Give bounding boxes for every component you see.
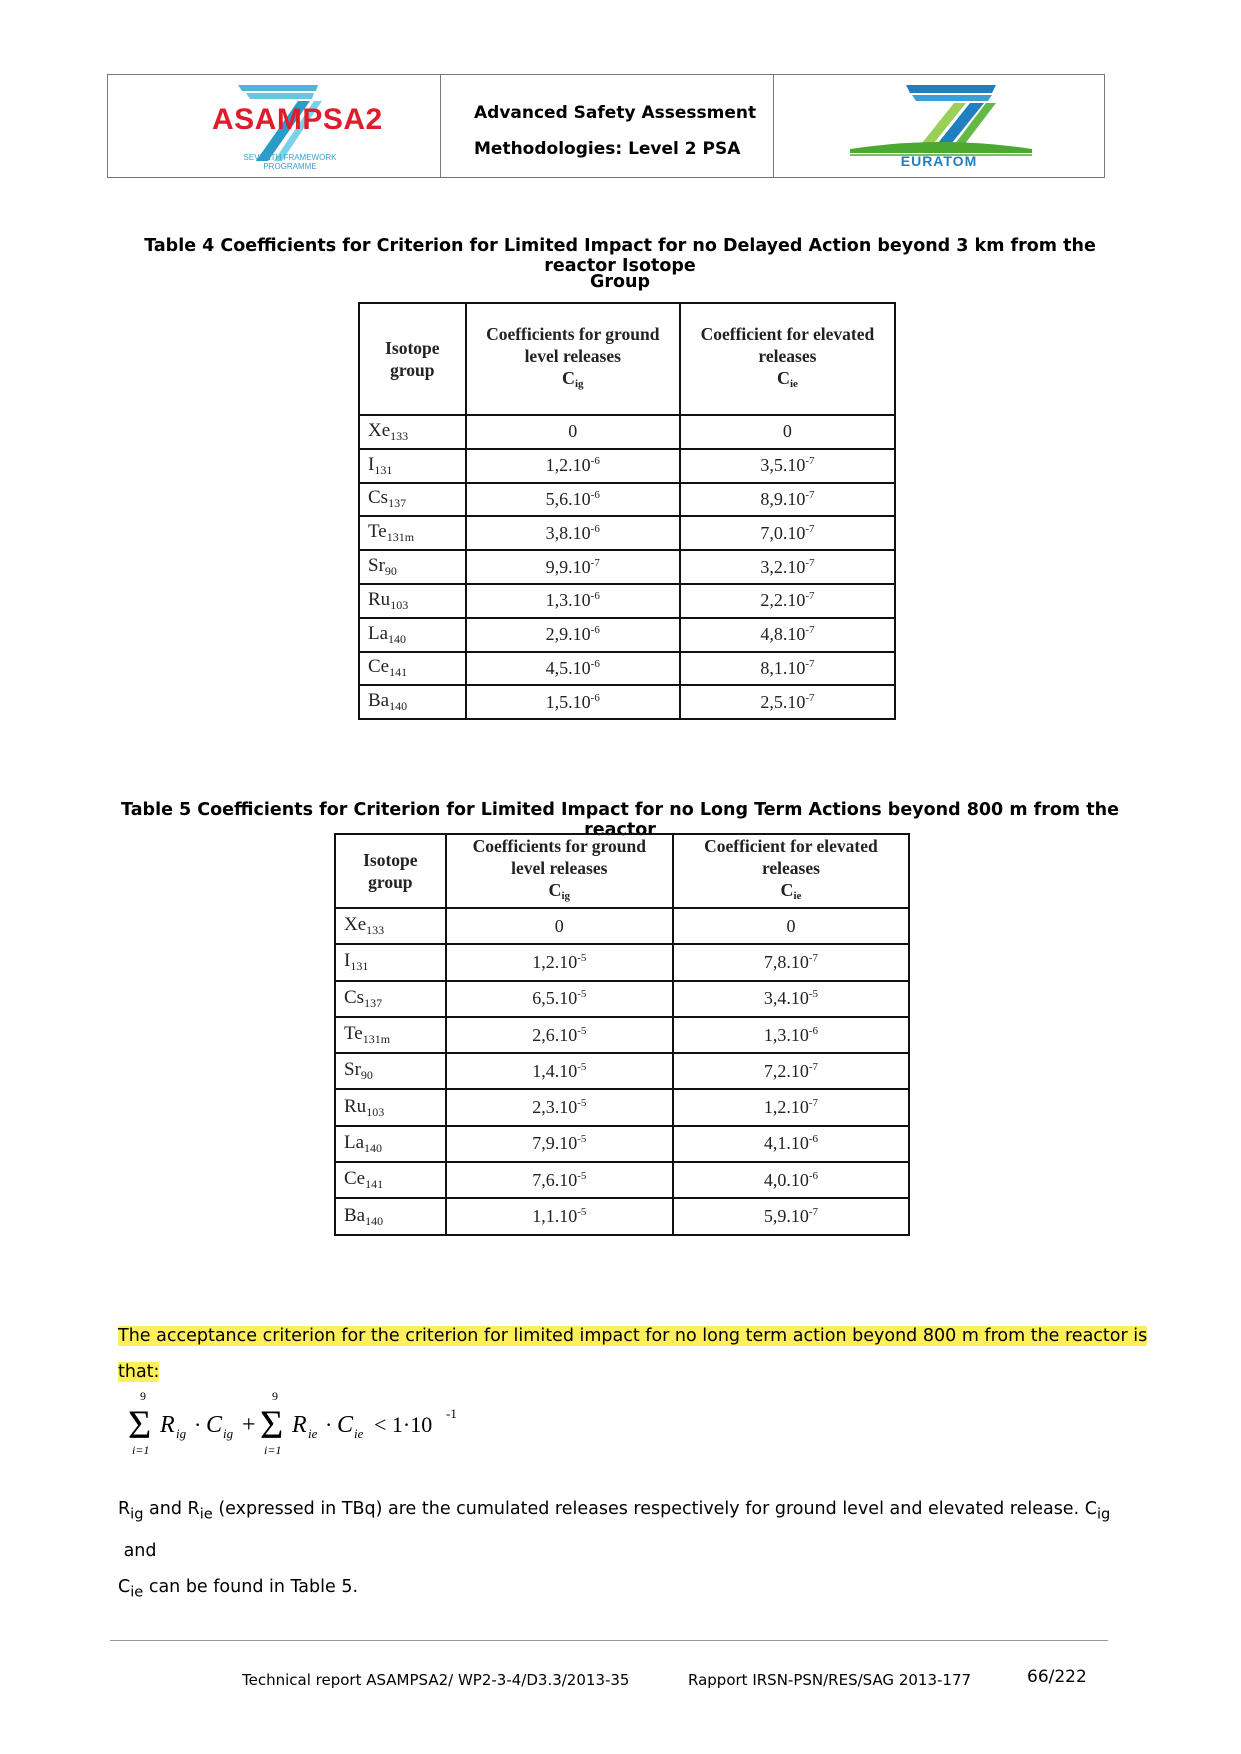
cig-cell [446, 1053, 673, 1089]
isotope-mass: 133 [366, 923, 385, 938]
isotope-cell [359, 483, 466, 517]
footer-page-number: 66/222 [1027, 1667, 1087, 1687]
cig-value: 7,6.10 [532, 1169, 578, 1190]
cie-exponent: -7 [805, 488, 815, 501]
table4-header-elevated [680, 303, 895, 415]
table-row [359, 483, 895, 517]
cie-cell [673, 908, 909, 944]
text: and [118, 1540, 157, 1561]
table-row [359, 516, 895, 550]
cie-value: 2,2.10 [760, 590, 806, 611]
isotope-cell [359, 584, 466, 618]
table-row [359, 584, 895, 618]
isotope-mass: 141 [365, 1177, 384, 1192]
cig-exponent: -6 [590, 455, 600, 468]
criterion-paragraph [118, 1318, 1147, 1390]
isotope-mass: 137 [388, 496, 407, 511]
table-row [335, 1126, 909, 1162]
cie-cell [680, 483, 895, 517]
cig-cell [466, 449, 680, 483]
table-row [335, 1089, 909, 1125]
table5-caption: Table 5 Coefficients for Criterion for Limited Impact for no Long Term Actions beyond 800 m from the reactor [121, 800, 1119, 840]
cig-cell [446, 1162, 673, 1198]
cie-value: 1,3.10 [763, 1024, 809, 1045]
cie-exponent: -7 [805, 522, 815, 535]
isotope-mass: 137 [364, 995, 383, 1010]
cig-value: 1,5.10 [545, 691, 591, 712]
cig-cell [466, 685, 680, 719]
isotope-name: Xe [344, 914, 367, 936]
cie-exponent: -7 [808, 1206, 819, 1219]
isotope-name: Ru [344, 1095, 367, 1117]
isotope-mass: 141 [389, 665, 408, 680]
table-row [359, 449, 895, 483]
table-row [335, 1053, 909, 1089]
footer-divider [110, 1640, 1108, 1641]
sub: ie [130, 1583, 144, 1600]
text: R [187, 1499, 200, 1519]
isotope-cell [335, 1053, 446, 1089]
cig-exponent: -6 [590, 657, 600, 670]
cig-exponent: -6 [590, 590, 600, 603]
isotope-cell [335, 944, 446, 980]
cig-value: 9,9.10 [545, 556, 591, 577]
text: and [143, 1499, 188, 1519]
cie-cell [680, 550, 895, 584]
cig-exponent: -5 [577, 1169, 587, 1182]
criterion-line1 [118, 1318, 1147, 1354]
header-logo-cell [108, 75, 441, 177]
symbol: C [548, 880, 562, 900]
isotope-cell [359, 516, 466, 550]
symbol: C [780, 880, 794, 900]
cig-exponent: -7 [590, 556, 600, 569]
isotope-cell [359, 618, 466, 652]
header-symbol [674, 879, 908, 907]
cie-cell [673, 1053, 909, 1089]
criterion-text: The acceptance criterion for the criterion for limited impact for no long term action beyond 800 m from the reactor is [118, 1326, 1148, 1346]
cie-value: 4,1.10 [763, 1133, 809, 1154]
cig-value: 1,2.10 [545, 455, 591, 476]
isotope-name: Ce [344, 1168, 366, 1190]
isotope-name: La [344, 1131, 365, 1153]
isotope-mass: 131 [374, 462, 393, 477]
isotope-name: Ce [368, 656, 390, 678]
cig-value: 2,6.10 [532, 1024, 578, 1045]
isotope-mass: 140 [389, 699, 408, 714]
cig-cell [466, 618, 680, 652]
definition-line2 [118, 1569, 1128, 1611]
cie-exponent: -7 [805, 556, 815, 569]
cie-exponent: -5 [808, 988, 819, 1001]
cie-value: 3,5.10 [760, 455, 806, 476]
cig-value: 0 [568, 421, 578, 442]
cig-cell [466, 516, 680, 550]
term2-c: C [337, 1412, 354, 1438]
header-text: releases [758, 346, 817, 366]
definition-line1 [118, 1491, 1128, 1569]
table4-header-ground [466, 303, 680, 415]
symbol-sub: ig [574, 378, 584, 390]
isotope-name: I [344, 950, 351, 972]
table4-caption [110, 236, 1130, 276]
isotope-mass: 90 [360, 1068, 373, 1083]
table-row [335, 944, 909, 980]
term1-c: C [206, 1412, 223, 1438]
cig-exponent: -5 [577, 1060, 587, 1073]
cig-value: 2,9.10 [545, 624, 591, 645]
table5-header-isotope [335, 834, 446, 908]
table-row [359, 550, 895, 584]
cig-exponent: -6 [590, 488, 600, 501]
euratom-wordmark: EURATOM [900, 153, 978, 169]
text: C [1084, 1499, 1097, 1519]
header-title-cell [441, 75, 774, 177]
isotope-cell [335, 1126, 446, 1162]
header-text: Isotope [363, 850, 418, 870]
table4-header-isotope [359, 303, 466, 415]
header-title-line2: Methodologies: Level 2 PSA [474, 139, 741, 159]
term1-c-sub: ig [223, 1426, 234, 1441]
cig-value: 1,1.10 [532, 1206, 578, 1227]
cig-cell [446, 1198, 673, 1234]
cig-value: 6,5.10 [532, 988, 578, 1009]
isotope-name: Sr [368, 555, 385, 577]
header-symbol [681, 367, 894, 395]
cig-exponent: -5 [577, 1206, 587, 1219]
cie-cell [680, 449, 895, 483]
header-text: Coefficients for ground [472, 836, 646, 856]
header-text: Coefficient for elevated [704, 836, 878, 856]
criterion-line2 [118, 1354, 1147, 1390]
cie-exponent: -7 [805, 455, 815, 468]
sub: ig [1096, 1505, 1111, 1523]
sum1-upper: 9 [140, 1389, 146, 1403]
isotope-name: Cs [368, 487, 389, 509]
plus-sign: + [242, 1412, 256, 1438]
cig-cell [446, 1126, 673, 1162]
cie-cell [673, 944, 909, 980]
cie-value: 2,5.10 [760, 691, 806, 712]
isotope-mass: 103 [366, 1104, 385, 1119]
cig-value: 0 [554, 915, 564, 936]
sum2-upper: 9 [272, 1389, 278, 1403]
criterion-text: that: [118, 1362, 160, 1382]
isotope-cell [335, 981, 446, 1017]
cig-exponent: -5 [577, 1133, 587, 1146]
table-row [335, 1162, 909, 1198]
logo-subtitle-line2: PROGRAMME [263, 162, 317, 171]
cie-exponent: -7 [805, 590, 815, 603]
cie-cell [673, 1126, 909, 1162]
cie-value: 4,8.10 [760, 624, 806, 645]
cie-value: 3,2.10 [760, 556, 806, 577]
table4 [358, 302, 896, 720]
cie-exponent: -7 [808, 951, 819, 964]
cie-value: 8,1.10 [760, 657, 806, 678]
sum1-lower: i=1 [132, 1443, 150, 1457]
cig-cell [466, 550, 680, 584]
cig-exponent: -6 [590, 522, 600, 535]
cie-cell [680, 685, 895, 719]
cig-cell [446, 1089, 673, 1125]
cig-cell [466, 415, 680, 449]
term2-r-sub: ie [308, 1426, 318, 1441]
cig-exponent: -5 [577, 988, 587, 1001]
isotope-mass: 140 [388, 631, 407, 646]
cie-value: 3,4.10 [763, 988, 809, 1009]
header-text: releases [761, 858, 820, 878]
isotope-name: Xe [368, 419, 391, 441]
isotope-name: I [368, 453, 375, 475]
isotope-cell [335, 1162, 446, 1198]
cie-value: 1,2.10 [763, 1097, 809, 1118]
cie-cell [680, 618, 895, 652]
rhs: < 1·10 [374, 1412, 433, 1437]
isotope-cell [335, 908, 446, 944]
cie-exponent: -7 [805, 657, 815, 670]
isotope-cell [359, 685, 466, 719]
isotope-cell [359, 550, 466, 584]
header-text: group [368, 872, 413, 892]
footer-rapport-id: Rapport IRSN-PSN/RES/SAG 2013-177 [688, 1671, 972, 1689]
cie-cell [673, 981, 909, 1017]
sub: ig [130, 1505, 144, 1523]
table-row [335, 1017, 909, 1053]
header-symbol [467, 367, 679, 395]
cie-cell [673, 1162, 909, 1198]
header-text: Isotope [385, 338, 440, 358]
symbol: C [776, 368, 790, 388]
cig-cell [446, 944, 673, 980]
table-row [359, 652, 895, 686]
text: C [118, 1576, 131, 1597]
cie-cell [673, 1198, 909, 1234]
cig-cell [466, 483, 680, 517]
isotope-cell [359, 652, 466, 686]
isotope-mass: 90 [384, 564, 397, 579]
table-row [359, 618, 895, 652]
cie-cell [673, 1089, 909, 1125]
table5-header-row [335, 834, 909, 908]
isotope-name: Ba [368, 690, 390, 712]
cie-exponent: -7 [808, 1097, 819, 1110]
cie-value: 7,0.10 [760, 522, 806, 543]
isotope-name: Te [368, 521, 387, 543]
dot1: · [194, 1412, 202, 1437]
cie-cell [680, 652, 895, 686]
header-text: group [390, 360, 435, 380]
cie-value: 0 [782, 421, 792, 442]
isotope-mass: 131m [362, 1032, 391, 1047]
isotope-name: La [368, 622, 389, 644]
cie-exponent: -6 [808, 1024, 819, 1037]
table-row [335, 1198, 909, 1234]
cig-exponent: -5 [577, 1097, 587, 1110]
table4-caption-line1: Table 4 Coefficients for Criterion for Limited Impact for no Delayed Action beyond 3 km from the reactor Isotope [144, 236, 1096, 276]
text: R [118, 1499, 131, 1519]
cig-cell [446, 1017, 673, 1053]
logo-subtitle-line1: SEVENTH FRAMEWORK [243, 153, 337, 162]
cie-value: 4,0.10 [763, 1169, 809, 1190]
cie-exponent: -7 [805, 624, 815, 637]
dot2: · [325, 1412, 333, 1437]
header-text: level releases [511, 858, 608, 878]
table-row [359, 685, 895, 719]
header-euratom-cell [774, 75, 1104, 177]
sub: ie [199, 1505, 213, 1523]
cie-cell [673, 1017, 909, 1053]
table-row [359, 415, 895, 449]
isotope-name: Ba [344, 1204, 366, 1226]
cig-cell [466, 584, 680, 618]
isotope-cell [359, 415, 466, 449]
table-row [335, 908, 909, 944]
cig-value: 5,6.10 [545, 488, 591, 509]
cig-exponent: -6 [590, 624, 600, 637]
footer-report-id: Technical report ASAMPSA2/ WP2-3-4/D3.3/2013-35 [242, 1671, 630, 1689]
cie-value: 8,9.10 [760, 488, 806, 509]
isotope-mass: 140 [365, 1213, 384, 1228]
cie-exponent: -7 [805, 691, 815, 704]
header-text: level releases [524, 346, 621, 366]
cig-value: 7,9.10 [532, 1133, 578, 1154]
text: (expressed in TBq) are the cumulated releases respectively for ground level and elevated release. [212, 1499, 1085, 1519]
rhs-exp: -1 [446, 1406, 457, 1421]
isotope-name: Te [344, 1023, 363, 1045]
term2-c-sub: ie [354, 1426, 364, 1441]
cig-value: 3,8.10 [545, 522, 591, 543]
sum2-lower: i=1 [264, 1443, 282, 1457]
term1-r-sub: ig [176, 1426, 187, 1441]
isotope-mass: 131 [350, 959, 369, 974]
table5-header-ground [446, 834, 673, 908]
term2-r: R [292, 1412, 307, 1438]
symbol-sub: ie [793, 890, 802, 902]
table4-header-row [359, 303, 895, 415]
isotope-cell [335, 1089, 446, 1125]
asampsa2-wordmark: ASAMPSA2 [212, 103, 383, 136]
isotope-name: Cs [344, 986, 365, 1008]
logo-subtitle [220, 153, 360, 171]
isotope-mass: 140 [364, 1140, 383, 1155]
cig-cell [446, 908, 673, 944]
header-title-line1: Advanced Safety Assessment [474, 103, 757, 123]
table-row [335, 981, 909, 1017]
symbol-sub: ig [561, 890, 571, 902]
cie-value: 5,9.10 [763, 1206, 809, 1227]
isotope-cell [335, 1017, 446, 1053]
cig-value: 1,2.10 [532, 951, 578, 972]
isotope-mass: 131m [386, 530, 415, 545]
cie-value: 7,8.10 [763, 951, 809, 972]
cig-exponent: -5 [577, 951, 587, 964]
cig-exponent: -6 [590, 691, 600, 704]
cie-cell [680, 415, 895, 449]
term1-r: R [160, 1412, 175, 1438]
isotope-mass: 133 [390, 428, 409, 443]
sum1-sigma: Σ [128, 1402, 152, 1447]
cig-value: 1,3.10 [545, 590, 591, 611]
definition-paragraph [118, 1491, 1128, 1610]
cie-exponent: -7 [808, 1060, 819, 1073]
cie-cell [680, 584, 895, 618]
isotope-cell [359, 449, 466, 483]
symbol: C [561, 368, 575, 388]
symbol-sub: ie [789, 378, 798, 390]
isotope-mass: 103 [390, 597, 409, 612]
cig-value: 4,5.10 [545, 657, 591, 678]
cie-value: 7,2.10 [763, 1060, 809, 1081]
isotope-name: Sr [344, 1059, 361, 1081]
table5-header-elevated [673, 834, 909, 908]
cig-cell [466, 652, 680, 686]
cie-cell [680, 516, 895, 550]
cie-exponent: -6 [808, 1169, 819, 1182]
cig-exponent: -5 [577, 1024, 587, 1037]
table5 [334, 833, 910, 1236]
cig-value: 2,3.10 [532, 1097, 578, 1118]
cie-value: 0 [786, 915, 796, 936]
isotope-cell [335, 1198, 446, 1234]
cig-value: 1,4.10 [532, 1060, 578, 1081]
isotope-name: Ru [368, 588, 391, 610]
header-text: Coefficient for elevated [700, 324, 875, 344]
euratom-logo-icon [846, 79, 1036, 163]
criterion-formula [122, 1388, 472, 1468]
sum2-sigma: Σ [260, 1402, 284, 1447]
cie-exponent: -6 [808, 1133, 819, 1146]
table4-caption-line2: Group [589, 272, 650, 292]
cig-cell [446, 981, 673, 1017]
text: can be found in Table 5. [143, 1576, 359, 1597]
header-text: Coefficients for ground [486, 324, 660, 344]
header-symbol [447, 879, 672, 907]
page-header [107, 74, 1105, 178]
